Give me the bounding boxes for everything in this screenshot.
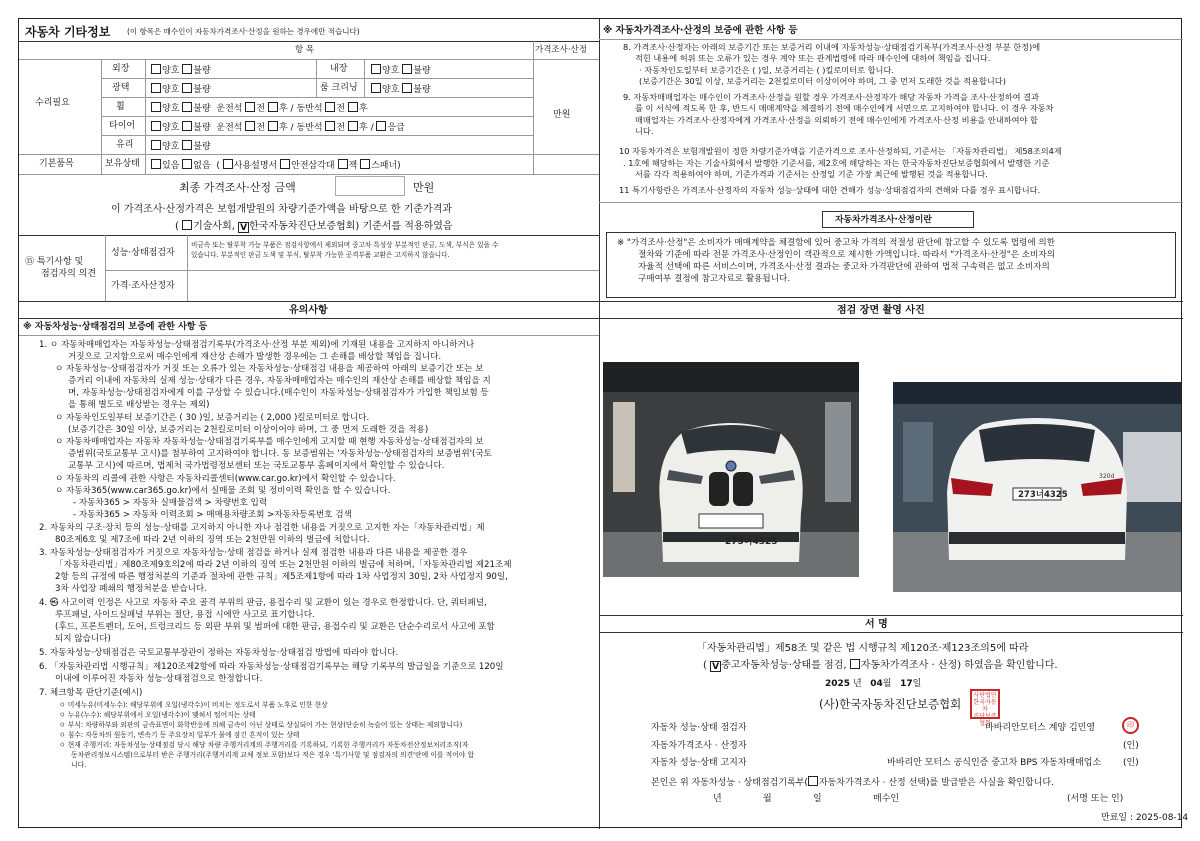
price-assessor-label: 가격·조사산정자 bbox=[111, 281, 175, 291]
gloss-label: 광택 bbox=[112, 83, 130, 93]
note-line-26: 5. 자동차성능·상태점검은 국토교통부장관이 정하는 자동차성능·상태점검 방법에 따라야 합니다. bbox=[39, 648, 399, 658]
room-good-checkbox[interactable] bbox=[371, 83, 381, 93]
rear-badge: 320d bbox=[1099, 473, 1115, 480]
criteria-7: 니다. bbox=[71, 761, 87, 769]
notifier-seal-text: (인) bbox=[1123, 758, 1139, 768]
holding-state-label: 보유상태 bbox=[105, 159, 140, 169]
inspector-value: 바바리안모터스 계양 김민영 bbox=[985, 723, 1096, 733]
inspector-seal: 印 bbox=[1122, 717, 1139, 734]
glass-bad-checkbox[interactable] bbox=[182, 140, 192, 150]
room-cleaning-options[interactable]: 양호 불량 bbox=[371, 83, 431, 95]
sign-header: 서 명 bbox=[865, 619, 888, 630]
note-line-7: ㅇ 자동차인도일부터 보증기간은 ( 30 )일, 보증거리는 ( 2,000 )킬로미터로 합니다. bbox=[55, 413, 370, 423]
spanner-checkbox[interactable] bbox=[360, 159, 370, 169]
note-line-11: 교통부 고시)에 따르며, 법제처 국가법령정보센터 또는 국토교통부 홈페이지에서 확인할 수 있습니다. bbox=[68, 461, 445, 471]
rt-line-5: 9. 자동차매매업자는 매수인이 가격조사·산정을 원할 경우 가격조사·산정자가 해당 자동차 가격을 조사·산정하여 결과 bbox=[623, 92, 1039, 102]
price-guarantee-title: ※ 자동차가격조사·산정의 보증에 관한 사항 등 bbox=[603, 25, 798, 36]
none-checkbox[interactable] bbox=[182, 159, 192, 169]
confirm-price-checkbox[interactable] bbox=[808, 776, 818, 786]
center-divider bbox=[599, 19, 600, 829]
room-cleaning-label: 룸 크리닝 bbox=[320, 83, 358, 93]
sign-line-1: 「자동차관리법」제58조 및 같은 법 시행규칙 제120조·제123조의5에 따라 bbox=[697, 643, 1029, 654]
buyer-label: 매수인 bbox=[873, 794, 900, 804]
gloss-good-checkbox[interactable] bbox=[151, 83, 161, 93]
rt-line-12: 11 특기사항란은 가격조사·산정자의 자동차 성능·상태에 대한 견해가 성능·상태점검자의 견해와 다를 경우 표시합니다. bbox=[619, 185, 1041, 195]
tire-options[interactable]: 양호 불량 운전석 전 후 / 동반석 전 후 / 응급 bbox=[151, 121, 405, 133]
notifier-value: 바바리안 모터스 공식인증 중고차 BPS 자동차매매업소 bbox=[887, 758, 1102, 768]
pd-line-2: 절차와 기준에 따라 전문 가격조사·산정인이 객관적으로 제시한 가액입니다. 따라서 "가격조사·산정"은 소비자의 bbox=[638, 250, 1055, 260]
document-page bbox=[18, 18, 1189, 828]
tire-passenger-rear-checkbox[interactable] bbox=[348, 121, 358, 131]
criteria-1: ㅇ 미세누유(미세누수): 해당부위에 오일(냉각수)이 비치는 정도로서 부품 노후로 인한 현상 bbox=[59, 701, 328, 709]
note-line-18: 3. 자동차성능·상태점검자가 거짓으로 자동차성능·상태 점검을 하거나 실제 점검한 내용과 다른 내용을 제공한 경우 bbox=[39, 548, 468, 558]
room-bad-checkbox[interactable] bbox=[402, 83, 412, 93]
rt-line-6: 를 이 서식에 적도록 한 후, 반드시 매매계약을 체결하기 전에 매수인에게 서면으로 고지하여야 합니다. 이 경우 자동차 bbox=[635, 103, 1054, 113]
rt-line-11: 서를 각각 적용하여야 하며, 기준가격과 기준서는 산정일 기준 가장 최근에 발행된 것을 적용합니다. bbox=[635, 169, 988, 179]
final-price-input[interactable] bbox=[335, 176, 405, 196]
wheel-driver-rear-checkbox[interactable] bbox=[268, 102, 278, 112]
pd-line-3: 자율적 선택에 따른 서비스이며, 가격조사·산정 결과는 중고차 가격판단에 관하여 법적 구속력은 없고 소비자의 bbox=[638, 262, 1050, 272]
sign-header-underline bbox=[599, 632, 1183, 633]
note-line-29: 7. 체크항목 판단기준(예시) bbox=[39, 688, 143, 698]
note-line-9: ㅇ 자동차매매업자는 자동차 자동차성능·상태점검기록부를 매수인에게 고지할 때 현행 자동차성능·상태점검자의 보 bbox=[55, 437, 484, 447]
other-info-title: 자동차 기타정보 bbox=[25, 25, 111, 39]
col-item-header: 항 목 bbox=[295, 45, 315, 55]
photos-header: 점검 장면 촬영 사진 bbox=[837, 305, 925, 316]
expiry-date: 만료일 : 2025-08-14 bbox=[1101, 813, 1189, 823]
note-line-1: 1. ㅇ 자동차매매업자는 자동차성능·상태점검기록부(가격조사·산정 부분 제외)에 기재된 내용을 고지하지 아니하거나 bbox=[39, 340, 475, 350]
sign-line-2: ( V 중고자동차성능·상태를 점검, 자동차가격조사 · 산정) 하였음을 확인합니다. bbox=[703, 660, 1058, 672]
rt-line-9: 10 자동차가격은 보험개발원이 정한 차량기준가액을 기준가격으로 조사·산정하되, 기준서는 「자동차관리법」 제58조의4제 bbox=[619, 146, 1062, 156]
gloss-bad-checkbox[interactable] bbox=[182, 83, 192, 93]
section-divider bbox=[19, 301, 1183, 302]
note-line-17: 80조제6호 및 제7조에 따라 2년 이하의 징역 또는 2천만원 이하의 벌금에 처합니다. bbox=[55, 535, 370, 545]
triangle-checkbox[interactable] bbox=[280, 159, 290, 169]
tire-driver-rear-checkbox[interactable] bbox=[268, 121, 278, 131]
price-definition-title: 자동차가격조사·산정이란 bbox=[835, 215, 932, 225]
rt-line-10: . 1호에 해당하는 자는 기술사회에서 발행한 기준서를, 제2호에 해당하는 자는 한국자동차진단보증협회에서 발행한 기준 bbox=[623, 158, 1050, 168]
rear-plate: 273너4325 bbox=[1018, 490, 1068, 500]
buyer-year: 년 bbox=[713, 794, 722, 804]
special-label-1: ⑮ 특기사항 및 bbox=[25, 257, 84, 267]
wheel-passenger-front-checkbox[interactable] bbox=[325, 102, 335, 112]
note-line-22: 4. ㉿ 사고이력 인정은 사고로 자동차 주요 골격 부위의 판금, 용접수리 및 교환이 있는 경우로 한정합니다. 단, 쿼터패널, bbox=[39, 598, 487, 608]
confirm-line: 본인은 위 자동차성능 · 상태점검기록부( 자동차가격조사 · 산정 선택)를 발급받은 사실을 확인합니다. bbox=[651, 778, 1054, 788]
note-line-20: 2항 등의 규정에 따른 행정처분의 기준과 절차에 관한 규칙」제5조제1항에 따라 1차 사업정지 30일, 2차 사업정지 90일, bbox=[55, 572, 508, 582]
manual-checkbox[interactable] bbox=[223, 159, 233, 169]
repair-label: 수리필요 bbox=[35, 98, 70, 108]
notes-title: ※ 자동차성능·상태점검의 보증에 관한 사항 등 bbox=[23, 322, 208, 332]
rt-line-8: 니다. bbox=[635, 126, 654, 136]
final-price-unit: 만원 bbox=[413, 181, 435, 194]
basic-items-label: 기본품목 bbox=[39, 159, 74, 169]
standard-line-2: ( 기술사회, V 한국자동차진단보증협회) 기준서를 적용하였음 bbox=[175, 221, 453, 233]
glass-label: 유리 bbox=[116, 140, 134, 150]
wheel-options[interactable]: 양호 불량 운전석 전 후 / 동반석 전 후 bbox=[151, 102, 368, 114]
note-line-8: (보증기간은 30일 이상, 보증거리는 2천킬로미터 이상이어야 하며, 그 중 먼저 도래한 것을 적용) bbox=[68, 425, 429, 435]
pd-line-4: 구매여부 결정에 참고자료로 활용됩니다. bbox=[638, 274, 791, 284]
glass-options[interactable]: 양호 불량 bbox=[151, 140, 211, 152]
rear-photo bbox=[893, 382, 1181, 592]
tire-emergency-checkbox[interactable] bbox=[376, 121, 386, 131]
rt-line-7: 매매업자는 가격조사·산정자에게 가격조사·산정을 의뢰하기 전에 매수인에게 가격조사·산정 비용을 안내하여야 합 bbox=[635, 115, 1038, 125]
note-line-4: 증거리 이내에 자동차의 실제 성능·상태가 다른 경우, 자동차매매업자는 매수인의 재산상 손해를 배상할 책임을 지 bbox=[68, 376, 491, 386]
note-line-10: 증범위(국토교통부 고시)를 첨부하여 고지하여야 합니다. 동 보증범위는 '자동차성능·상태점검자의 보증범위'(국토 bbox=[68, 449, 492, 459]
note-line-21: 3차 사업장 폐쇄의 행정처분을 받습니다. bbox=[55, 584, 207, 594]
note-line-19: 「자동차관리법」제80조제9호의2에 따라 2년 이하의 징역 또는 2천만원 이하의 벌금에 처하며,「자동차관리법 제21조제 bbox=[55, 560, 512, 570]
tire-driver-front-checkbox[interactable] bbox=[245, 121, 255, 131]
note-line-14: - 자동차365 > 자동차 실매물검색 > 차량번호 입력 bbox=[73, 498, 268, 508]
jack-checkbox[interactable] bbox=[338, 159, 348, 169]
note-line-5: 며, 자동차성능·상태점검자에게 이를 구상할 수 있습니다.(매수인이 자동차성능·상태점검자가 가입한 책임보험 등 bbox=[68, 388, 489, 398]
buyer-signature: (서명 또는 인) bbox=[1067, 794, 1124, 804]
have-checkbox[interactable] bbox=[151, 159, 161, 169]
note-line-6: 을 통해 별도로 배상받는 경우는 제외) bbox=[68, 400, 210, 410]
glass-good-checkbox[interactable] bbox=[151, 140, 161, 150]
interior-bad-checkbox[interactable] bbox=[402, 64, 412, 74]
front-plate: 273너4325 bbox=[725, 537, 778, 547]
buyer-month: 월 bbox=[763, 794, 772, 804]
wheel-bad-checkbox[interactable] bbox=[182, 102, 192, 112]
wheel-good-checkbox[interactable] bbox=[151, 102, 161, 112]
perf-inspector-label: 성능·상태점검자 bbox=[111, 248, 175, 258]
gloss-options[interactable]: 양호 불량 bbox=[151, 83, 211, 95]
price-unit-manwon: 만원 bbox=[553, 110, 571, 120]
tire-good-checkbox[interactable] bbox=[151, 121, 161, 131]
note-line-28: 이내에 이루어진 자동차 성능·상태점검으로 한정합니다. bbox=[55, 674, 263, 684]
sign-org: (사)한국자동차진단보증협회 bbox=[819, 697, 962, 711]
note-line-15: - 자동차365 > 자동차 이력조회 > 매매용차량조회 >자동차등록번호 검색 bbox=[73, 510, 352, 520]
front-photo bbox=[603, 362, 859, 577]
note-line-12: ㅇ 자동차의 리콜에 관한 사항은 자동차리콜센터(www.car.go.kr)에서 확인할 수 있습니다. bbox=[55, 474, 396, 484]
buyer-day: 일 bbox=[813, 794, 822, 804]
criteria-3: ㅇ 부식: 차량하부와 외판의 금속표면이 화학반응에 의해 금속이 아닌 상태로 상실되어 가는 현상(단순히 녹슬어 있는 상태는 제외합니다) bbox=[59, 721, 463, 729]
exterior-options[interactable]: 양호 불량 bbox=[151, 64, 211, 76]
wheel-label: 휠 bbox=[116, 102, 125, 112]
criteria-4: ㅇ 침수: 자동차의 원동기, 변속기 등 주요장치 일부가 물에 잠긴 흔적이 있는 상태 bbox=[59, 731, 300, 739]
interior-label: 내장 bbox=[330, 64, 348, 74]
rt-line-3: · 자동차인도일부터 보증기간은 ( )일, 보증거리는 ( )킬로미터로 합니다. bbox=[639, 65, 894, 75]
notifier-label: 자동차 성능·상태 고지자 bbox=[651, 758, 747, 768]
rt-line-1: 8. 가격조사·산정자는 아래의 보증기간 또는 보증거리 이내에 자동차성능·상태점검기록부(가격조사·산정 부분 한정)에 bbox=[623, 42, 1041, 52]
exterior-label: 외장 bbox=[112, 64, 130, 74]
special-label-2: 점검자의 의견 bbox=[41, 269, 97, 279]
assessor-seal-text: (인) bbox=[1123, 741, 1139, 751]
price-check[interactable] bbox=[850, 659, 860, 669]
wheel-passenger-rear-checkbox[interactable] bbox=[348, 102, 358, 112]
other-info-note: (이 항목은 매수인이 자동차가격조사·산정을 원하는 경우에만 적습니다) bbox=[127, 27, 360, 36]
wheel-driver-front-checkbox[interactable] bbox=[245, 102, 255, 112]
exterior-good-checkbox[interactable] bbox=[151, 64, 161, 74]
section-header-underline bbox=[19, 318, 1183, 319]
note-line-3: ㅇ 자동차성능·상태점검자가 거짓 또는 오류가 있는 자동차성능·상태점검 내용을 제공하여 아래의 보증기간 또는 보 bbox=[55, 364, 484, 374]
assessor-label: 자동차가격조사 · 산정자 bbox=[651, 741, 747, 751]
rt-line-2: 적힌 내용에 허위 또는 오류가 있는 경우 계약 또는 관계법령에 따라 매수인에 대하여 책임을 집니다. bbox=[635, 53, 991, 63]
perf-check-checked[interactable]: V bbox=[710, 661, 721, 672]
note-line-24: (후드, 프론트펜더, 도어, 트렁크리드 등 외판 부위 및 범퍼에 대한 판금, 용접수리 및 교환은 단순수리로서 사고에 포함 bbox=[55, 622, 495, 632]
perf-opinion-1: 비금속 또는 탈부착 가능 부품은 점검사항에서 제외되며 중고차 특성상 부분적인 판금, 도색, 부식은 있을 수 bbox=[191, 241, 499, 249]
note-line-2: 거짓으로 고지함으로써 매수인에게 재산상 손해가 발생한 경우에는 그 손해를 배상할 책임을 집니다. bbox=[68, 352, 442, 362]
exterior-bad-checkbox[interactable] bbox=[182, 64, 192, 74]
note-line-13: ㅇ 자동차365(www.car365.go.kr)에서 실매물 조회 및 정비이력 확인을 할 수 있습니다. bbox=[55, 486, 391, 496]
org-seal-stamp: 사단법인 한국자동차 진단보증 협회 bbox=[970, 689, 1000, 719]
notes-header: 유의사항 bbox=[289, 305, 328, 316]
sign-date: 2025 년 04월 17일 bbox=[825, 679, 922, 689]
kadba-checkbox-checked[interactable]: V bbox=[238, 222, 249, 233]
pd-line-1: ※ "가격조사·산정"은 소비자가 매매계약을 체결함에 있어 중고차 가격의 적절성 판단에 참고할 수 있도록 법령에 의한 bbox=[617, 238, 1055, 248]
note-line-25: 되지 않습니다) bbox=[55, 634, 111, 644]
interior-good-checkbox[interactable] bbox=[371, 64, 381, 74]
tire-label: 타이어 bbox=[109, 121, 136, 131]
tire-bad-checkbox[interactable] bbox=[182, 121, 192, 131]
note-line-27: 6. 「자동차관리법 시행규칙」제120조제2항에 따라 자동차성능·상태점검기록부는 해당 기록부의 발급일을 기준으로 120일 bbox=[39, 662, 504, 672]
interior-options[interactable]: 양호 불량 bbox=[371, 64, 431, 76]
tire-passenger-front-checkbox[interactable] bbox=[325, 121, 335, 131]
note-line-16: 2. 자동차의 구조·장치 등의 성능·상태를 고지하지 아니한 자나 점검한 내용을 거짓으로 고지한 자는「자동차관리법」제 bbox=[39, 523, 485, 533]
criteria-2: ㅇ 누유(누수): 해당부위에서 오일(냉각수)이 맺혀서 떨어지는 상태 bbox=[59, 711, 256, 719]
final-price-label: 최종 가격조사·산정 금액 bbox=[179, 181, 296, 194]
basic-items-options[interactable]: 있음 없음 ( 사용설명서 안전삼각대 잭 스패너) bbox=[151, 159, 401, 171]
note-line-23: 루프패널, 사이드실패널 부위는 절단, 용접 시에만 사고로 표기합니다. bbox=[55, 610, 315, 620]
inspector-label: 자동차 성능·상태 점검자 bbox=[651, 723, 747, 733]
criteria-5: ㅇ 현재 주행거리: 자동차성능·상태점검 당시 해당 차량 주행거리계의 주행거리를 기록하되, 기록한 주행거리가 자동차전산정보처리조직(자 bbox=[59, 741, 469, 749]
tech-society-checkbox[interactable] bbox=[182, 220, 192, 230]
standard-line-1: 이 가격조사·산정가격은 보험개발원의 차량기준가액을 바탕으로 한 기준가격과 bbox=[111, 204, 453, 215]
rt-line-4: (보증기간은 30일 이상, 보증거리는 2천킬로미터 이상이어야 하며, 그 중 먼저 도래한 것을 적용합니다) bbox=[639, 76, 1006, 86]
sign-divider bbox=[599, 615, 1183, 616]
perf-opinion-2: 있습니다. 부분적인 판금 도색 및 부식, 탈부착 가능한 공격부품 교환은 고지하지 않습니다. bbox=[191, 251, 450, 259]
col-price-header: 가격조사·산정 bbox=[535, 45, 587, 55]
criteria-6: 동차관리정보시스템)으로부터 받은 주행거리(주행거리계 교체 정보 포함)보다 적은 경우 '특기사항 및 점검자의 의견'란에 이를 적어야 합 bbox=[71, 751, 475, 759]
